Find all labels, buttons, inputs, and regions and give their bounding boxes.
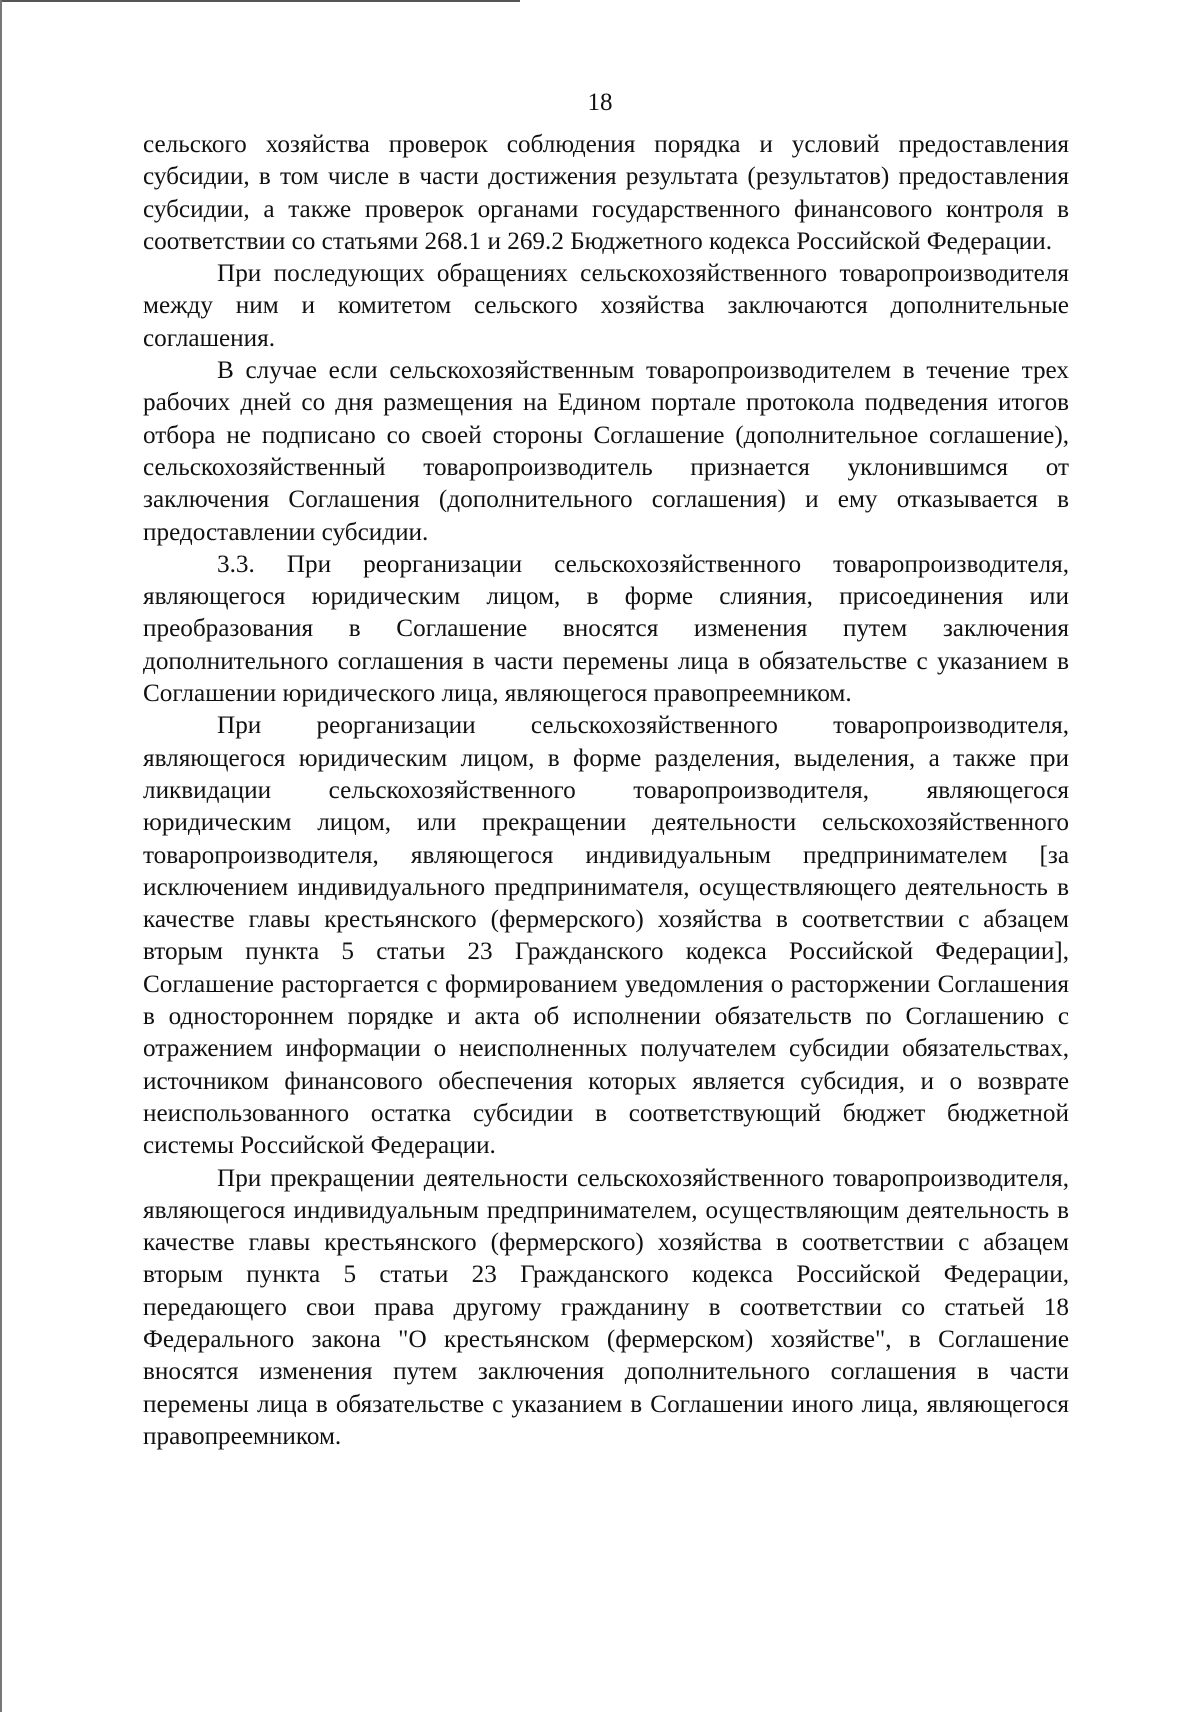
paragraph-section-3-3: 3.3. При реорганизации сельскохозяйственного товаропроизводителя, являющегося юридическим лицом, в форме слияния, присоединения или преобразования в Соглашение вносятся изменения путем заключения дополнительного соглашения в части перемены лица в обязательстве с указанием в Соглашении юридического лица, являющегося правопреемником. <box>143 550 1069 708</box>
page-number: 18 <box>587 89 613 116</box>
paragraph-additional-agreements: При последующих обращениях сельскохозяйственного товаропроизводителя между ним и комитетом сельского хозяйства заключаются дополнительные соглашения. <box>143 260 1069 352</box>
paragraph-refusal-to-sign: В случае если сельскохозяйственным товаропроизводителем в течение трех рабочих дней со дня размещения на Едином портале протокола подведения итогов отбора не подписано со своей стороны Соглашение (дополнительное соглашение), сельскохозяйственный товаропроизводитель признается уклонившимся от заключения Соглашения (дополнительного соглашения) и ему отказывается в предоставлении субсидии. <box>143 357 1069 546</box>
paragraph-termination: При реорганизации сельскохозяйственного товаропроизводителя, являющегося юридическим лицом, в форме разделения, выделения, а также при ликвидации сельскохозяйственного товаропроизводителя, являющегося юридическим лицом, или прекращении деятельности сельскохозяйственного товаропроизводителя, являющегося индивидуальным предпринимателем [за исключением индивидуального предпринимателя, осуществляющего деятельность в качестве главы крестьянского (фермерского) хозяйства в соответствии с абзацем вторым пункта 5 статьи 23 Гражданского кодекса Российской Федерации], Соглашение расторгается с формированием уведомления о расторжении Соглашения в одностороннем порядке и акта об исполнении обязательств по Соглашению с отражением информации о неисполненных получателем субсидии обязательствах, источником финансового обеспечения которых является субсидия, и о возврате неиспользованного остатка субсидии в соответствующий бюджет бюджетной системы Российской Федерации. <box>143 712 1069 1160</box>
paragraph-continuation: сельского хозяйства проверок соблюдения порядка и условий предоставления субсидии, в том числе в части достижения результата (результатов) предоставления субсидии, а также проверок органами государственного финансового контроля в соответствии со статьями 268.1 и 269.2 Бюджетного кодекса Российской Федерации. <box>143 131 1069 255</box>
document-body <box>143 129 1069 1453</box>
scan-edge-top <box>0 0 520 2</box>
scan-edge-left <box>0 0 2 1712</box>
paragraph-farm-succession: При прекращении деятельности сельскохозяйственного товаропроизводителя, являющегося индивидуальным предпринимателем, осуществляющим деятельность в качестве главы крестьянского (фермерского) хозяйства в соответствии с абзацем вторым пункта 5 статьи 23 Гражданского кодекса Российской Федерации, передающего свои права другому гражданину в соответствии со статьей 18 Федерального закона "О крестьянском (фермерском) хозяйстве", в Соглашение вносятся изменения путем заключения дополнительного соглашения в части перемены лица в обязательстве с указанием в Соглашении иного лица, являющегося правопреемником. <box>143 1164 1069 1450</box>
